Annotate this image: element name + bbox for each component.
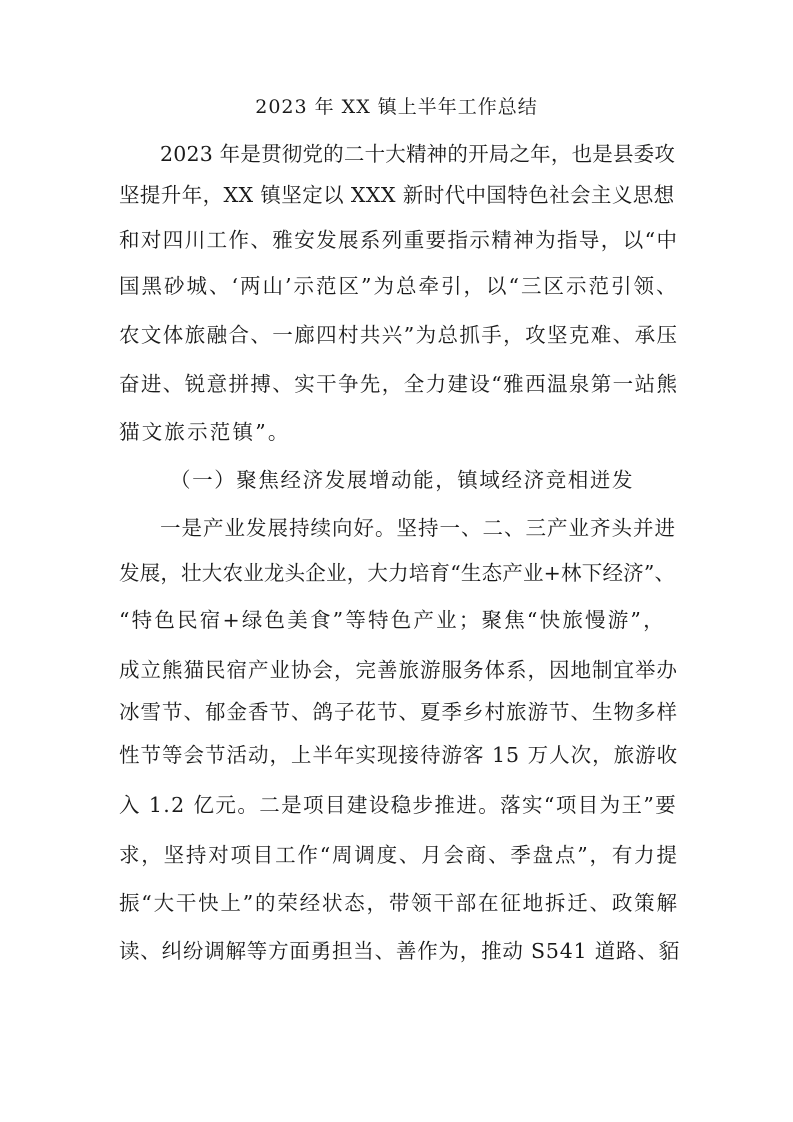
paragraph-line-9: 发展，壮大农业龙头企业，大力培育“生态产业+林下经济”、 (119, 561, 676, 585)
paragraph-line-12: 冰雪节、郁金香节、鸽子花节、夏季乡村旅游节、生物多样 (119, 700, 678, 724)
paragraph-line-6: 奋进、锐意拼搏、实干争先，全力建设“雅西温泉第一站熊 (119, 372, 679, 396)
paragraph-line-15: 求，坚持对项目工作“周调度、月会商、季盘点”，有力提 (119, 843, 679, 867)
paragraph-line-11: 成立熊猫民宿产业协会，完善旅游服务体系，因地制宜举办 (119, 658, 678, 682)
section-heading-1: （一）聚焦经济发展增动能，镇域经济竞相迸发 (170, 468, 635, 492)
paragraph-line-17: 读、纠纷调解等方面勇担当、善作为，推动 S541 道路、貊 (119, 939, 680, 963)
paragraph-line-1: 2023 年是贯彻党的二十大精神的开局之年，也是县委攻 (160, 142, 676, 166)
paragraph-line-2: 坚提升年，XX 镇坚定以 XXX 新时代中国特色社会主义思想 (119, 183, 675, 207)
paragraph-line-13: 性节等会节活动，上半年实现接待游客 15 万人次，旅游收 (119, 743, 679, 767)
document-title: 2023 年 XX 镇上半年工作总结 (255, 96, 538, 118)
paragraph-line-7: 猫文旅示范镇”。 (119, 420, 291, 444)
paragraph-line-10: “特色民宿+绿色美食”等特色产业；聚焦“快旅慢游”， (119, 608, 666, 632)
paragraph-line-5: 农文体旅融合、一廊四村共兴”为总抓手，攻坚克难、承压 (119, 323, 679, 347)
paragraph-line-8: 一是产业发展持续向好。坚持一、二、三产业齐头并进 (160, 516, 676, 540)
paragraph-line-3: 和对四川工作、雅安发展系列重要指示精神为指导，以“中 (119, 228, 679, 252)
paragraph-line-4: 国黑砂城、‘两山’示范区”为总牵引，以“三区示范引领、 (119, 274, 679, 298)
paragraph-line-14: 入 1.2 亿元。二是项目建设稳步推进。落实“项目为王”要 (119, 793, 678, 817)
paragraph-line-16: 振“大干快上”的荣经状态，带领干部在征地拆迁、政策解 (119, 891, 679, 915)
